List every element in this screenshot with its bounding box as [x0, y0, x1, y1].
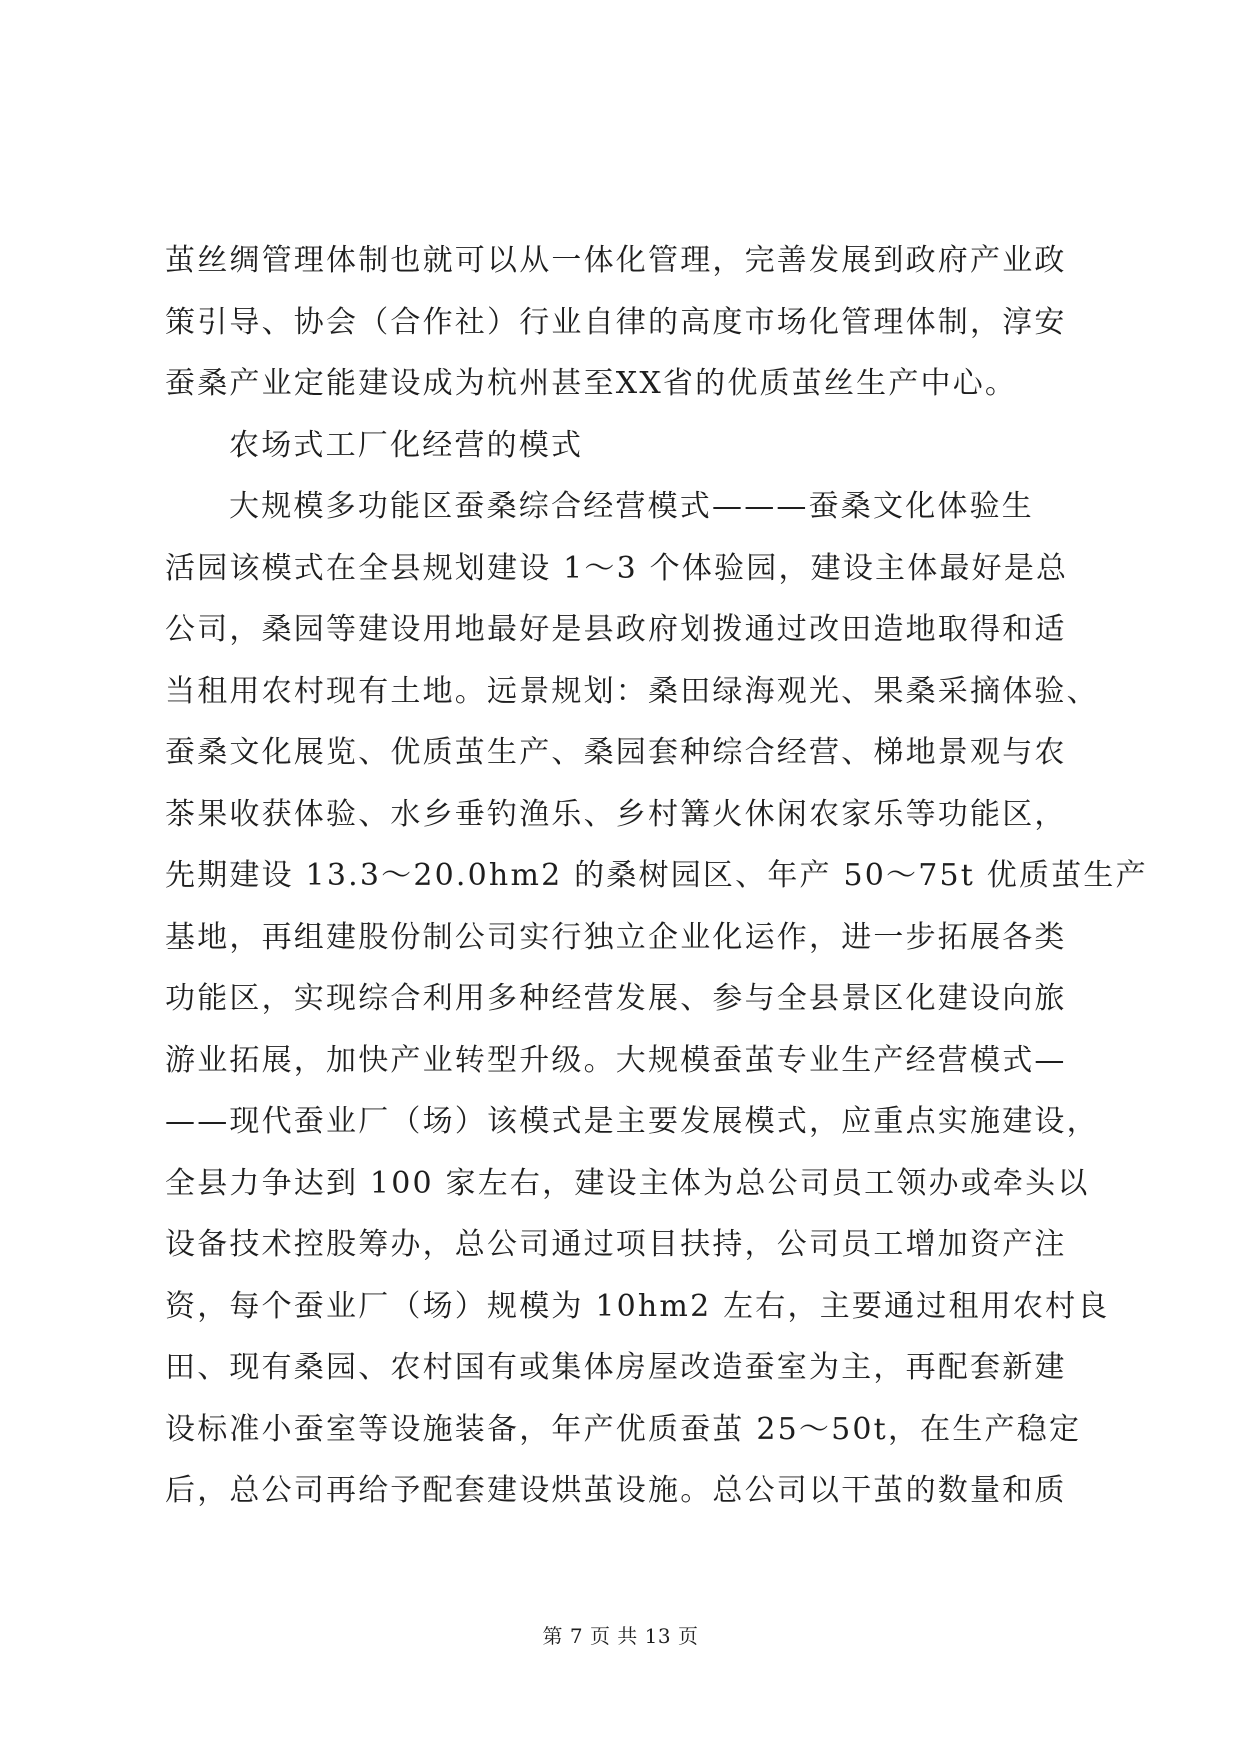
body-text	[165, 230, 1148, 1522]
text-line: 大规模多功能区蚕桑综合经营模式———蚕桑文化体验生	[229, 489, 1034, 524]
text-line: 田、现有桑园、农村国有或集体房屋改造蚕室为主，再配套新建	[165, 1350, 1067, 1385]
text-line: 设标准小蚕室等设施装备，年产优质蚕茧 25～50t，在生产稳定	[165, 1411, 1082, 1447]
text-line: 公司，桑园等建设用地最好是县政府划拨通过改田造地取得和适	[165, 612, 1067, 647]
text-line: 全县力争达到 100 家左右，建设主体为总公司员工领办或牵头以	[165, 1165, 1090, 1201]
text-line: 策引导、协会（合作社）行业自律的高度市场化管理体制，淳安	[165, 304, 1067, 340]
text-line: 资，每个蚕业厂（场）规模为 10hm2 左右，主要通过租用农村良	[165, 1288, 1110, 1324]
text-line: 基地，再组建股份制公司实行独立企业化运作，进一步拓展各类	[165, 919, 1067, 955]
text-line: 蚕桑产业定能建设成为杭州甚至XX省的优质茧丝生产中心。	[165, 366, 1018, 401]
text-line: 活园该模式在全县规划建设 1～3 个体验园，建设主体最好是总	[165, 550, 1069, 586]
text-line: 游业拓展，加快产业转型升级。大规模蚕茧专业生产经营模式—	[165, 1042, 1067, 1078]
text-line: 当租用农村现有土地。远景规划：桑田绿海观光、果桑采摘体验、	[165, 673, 1099, 709]
text-line: 茶果收获体验、水乡垂钓渔乐、乡村篝火休闲农家乐等功能区，	[165, 796, 1067, 832]
text-line: 蚕桑文化展览、优质茧生产、桑园套种综合经营、梯地景观与农	[165, 735, 1067, 770]
text-line: 设备技术控股筹办，总公司通过项目扶持，公司员工增加资产注	[165, 1227, 1067, 1262]
section-heading: 农场式工厂化经营的模式	[229, 427, 584, 463]
text-line: 先期建设 13.3～20.0hm2 的桑树园区、年产 50～75t 优质茧生产	[165, 858, 1148, 893]
page-number-footer: 第 7 页 共 13 页	[542, 1624, 699, 1648]
text-line: 茧丝绸管理体制也就可以从一体化管理，完善发展到政府产业政	[165, 243, 1067, 278]
text-line: 功能区，实现综合利用多种经营发展、参与全县景区化建设向旅	[165, 981, 1067, 1016]
text-line: ——现代蚕业厂（场）该模式是主要发展模式，应重点实施建设，	[165, 1104, 1099, 1139]
text-line: 后，总公司再给予配套建设烘茧设施。总公司以干茧的数量和质	[165, 1473, 1067, 1508]
